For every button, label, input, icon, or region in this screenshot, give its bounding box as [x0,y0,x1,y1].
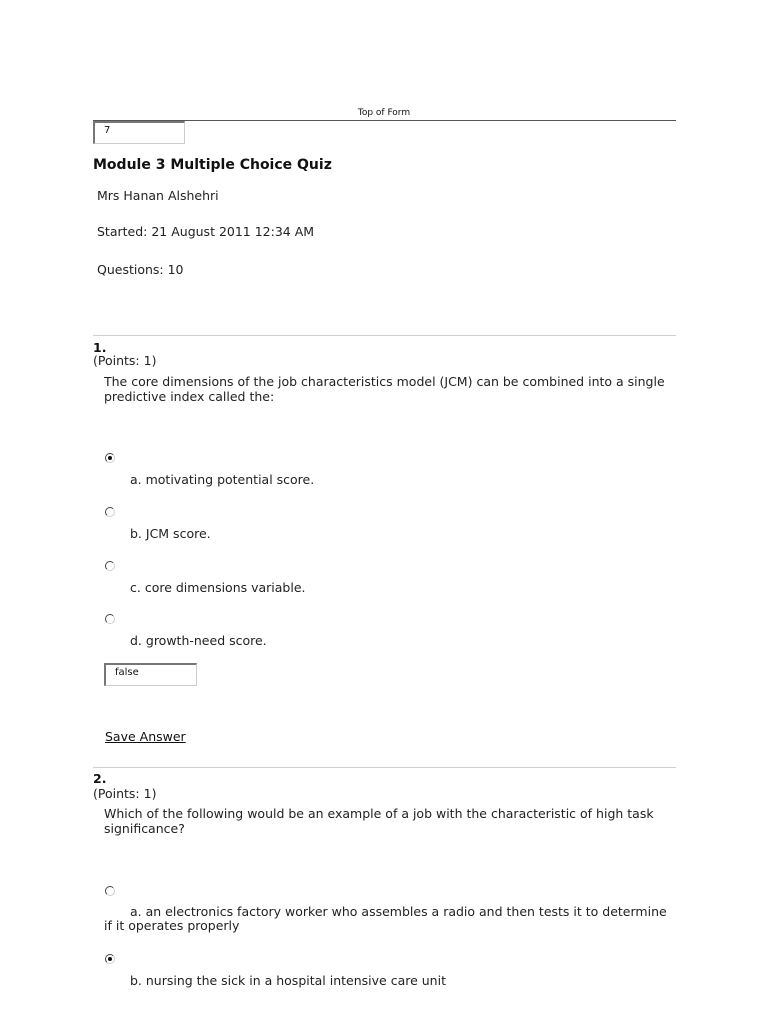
student-name: Mrs Hanan Alshehri [97,188,219,203]
question-2-option-b-label: b. nursing the sick in a hospital intensive care unit [130,973,446,988]
question-1-option-b-radio[interactable] [105,507,115,517]
started-time: Started: 21 August 2011 12:34 AM [97,224,315,239]
question-count: Questions: 10 [97,262,184,277]
quiz-title: Module 3 Multiple Choice Quiz [93,157,332,173]
form-value-field[interactable]: 7 [93,121,185,144]
question-2-option-a-radio[interactable] [105,886,115,896]
question-1-points: (Points: 1) [93,353,157,368]
question-2-option-a-label: a. an electronics factory worker who assembles a radio and then tests it to determine if it operates properly [104,904,667,933]
question-divider [93,767,676,768]
top-of-form-label: Top of Form [357,108,411,118]
save-answer-link[interactable]: Save Answer [105,729,186,744]
question-2-number: 2. [93,771,107,786]
question-2-option-b-radio[interactable] [105,954,115,964]
question-2-text: Which of the following would be an example of a job with the characteristic of high task significance? [104,806,654,836]
question-1-text: The core dimensions of the job characteristics model (JCM) can be combined into a single predictive index called the: [104,374,665,404]
question-divider [93,335,676,336]
question-1-option-d-radio[interactable] [105,614,115,624]
question-1-option-a-radio[interactable] [105,453,115,463]
question-2-points: (Points: 1) [93,786,157,801]
question-1-number: 1. [93,340,107,355]
question-1-option-c-label: c. core dimensions variable. [130,580,306,595]
question-1-option-c-radio[interactable] [105,561,115,571]
question-1-answer-field[interactable]: false [104,663,197,686]
question-1-option-d-label: d. growth-need score. [130,633,267,648]
question-1-option-a-label: a. motivating potential score. [130,472,315,487]
question-1-option-b-label: b. JCM score. [130,526,211,541]
